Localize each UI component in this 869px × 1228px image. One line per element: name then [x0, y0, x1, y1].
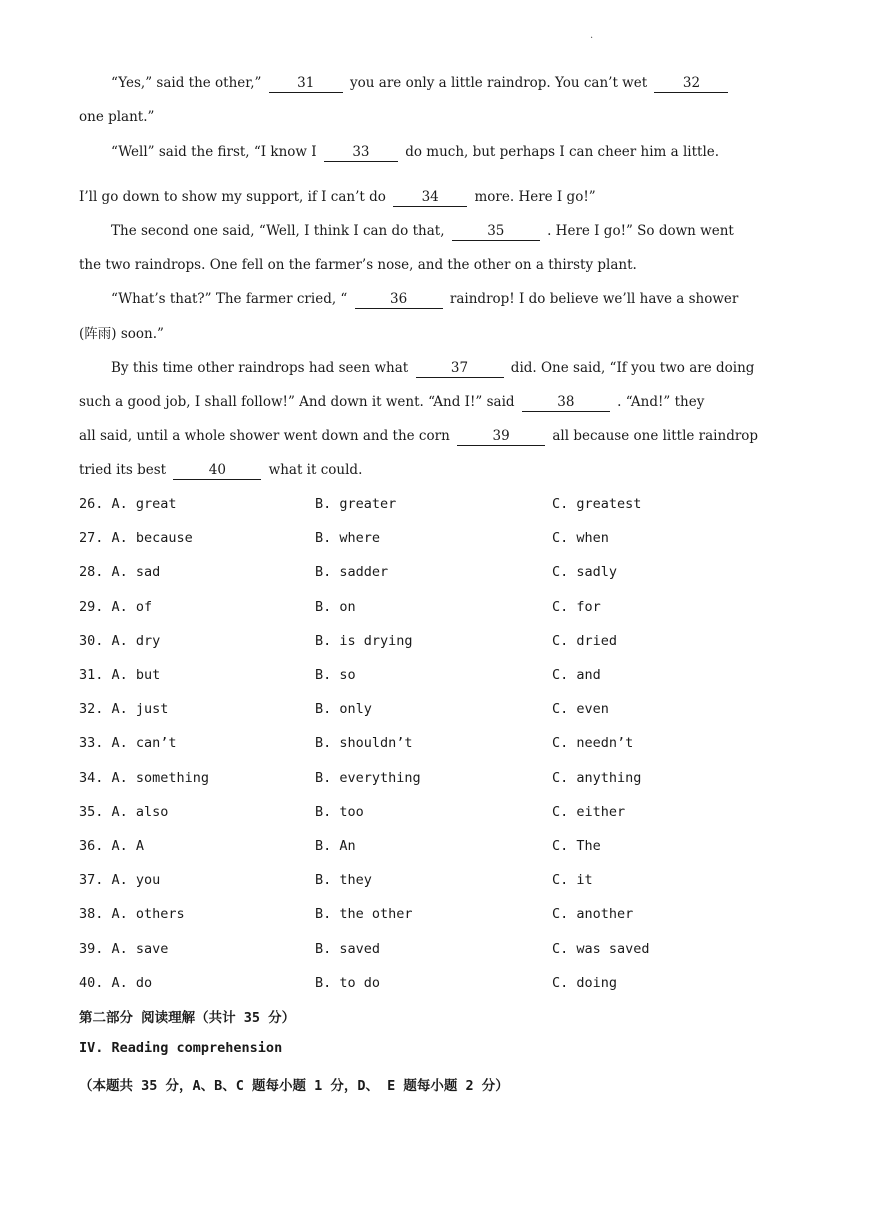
passage-line: By this time other raindrops had seen what 37 did. One said, “If you two are doing	[111, 360, 755, 376]
option-b: B. shouldn’t	[315, 735, 413, 752]
passage-line: all said, until a whole shower went down and the corn 39 all because one little raindrop	[79, 428, 759, 444]
option-b: B. saved	[315, 940, 381, 957]
option-c: C. another	[552, 906, 634, 923]
blank-35: 35	[452, 223, 540, 241]
option-c: C. it	[552, 872, 593, 889]
option-b: B. only	[315, 701, 372, 718]
option-b: B. so	[315, 667, 356, 683]
page-mark: .	[590, 30, 594, 41]
option-a: 38. A. others	[79, 906, 185, 923]
passage-line: (阵雨) soon.”	[79, 326, 164, 342]
option-a: 28. A. sad	[79, 564, 161, 581]
option-a: 36. A. A	[79, 838, 145, 854]
blank-36: 36	[355, 291, 443, 309]
passage-line: “Yes,” said the other,” 31 you are only a little raindrop. You can’t wet 32	[79, 73, 791, 93]
option-b: B. they	[315, 872, 372, 889]
option-c: C. dried	[552, 632, 618, 649]
option-a: 39. A. save	[79, 940, 169, 957]
option-b: B. too	[315, 803, 364, 820]
passage-line: one plant.”	[79, 109, 155, 125]
option-b: B. on	[315, 598, 356, 615]
option-b: B. sadder	[315, 564, 389, 581]
part-title: 第二部分 阅读理解（共计 35 分）	[79, 1010, 296, 1026]
blank-31: 31	[269, 75, 343, 93]
option-c: C. The	[552, 838, 601, 854]
blank-32: 32	[654, 75, 728, 93]
blank-34: 34	[393, 189, 467, 207]
option-c: C. doing	[552, 974, 618, 991]
option-b: B. An	[315, 838, 356, 854]
blank-40: 40	[173, 462, 261, 480]
passage-line: such a good job, I shall follow!” And down it went. “And I!” said 38 . “And!” they	[79, 394, 705, 410]
option-c: C. and	[552, 667, 601, 683]
blank-38: 38	[522, 394, 610, 412]
passage-line: tried its best 40 what it could.	[79, 462, 363, 478]
option-a: 29. A. of	[79, 598, 153, 615]
option-a: 31. A. but	[79, 667, 161, 683]
option-c: C. for	[552, 598, 601, 615]
section-instructions: （本题共 35 分，A、B、C 题每小题 1 分，D、 E 题每小题 2 分）	[79, 1078, 509, 1094]
option-b: B. to do	[315, 974, 381, 991]
blank-39: 39	[457, 428, 545, 446]
blank-37: 37	[416, 360, 504, 378]
option-c: C. when	[552, 530, 609, 547]
option-a: 34. A. something	[79, 769, 210, 786]
passage-line: “Well” said the first, “I know I 33 do much, but perhaps I can cheer him a little.	[111, 144, 720, 160]
option-c: C. anything	[552, 769, 642, 786]
option-a: 35. A. also	[79, 803, 169, 820]
option-c: C. was saved	[552, 940, 650, 957]
option-b: B. is drying	[315, 632, 413, 649]
option-a: 33. A. can’t	[79, 735, 177, 752]
passage-line: I’ll go down to show my support, if I can’t do 34 more. Here I go!”	[79, 189, 596, 205]
option-a: 40. A. do	[79, 974, 153, 991]
option-b: B. greater	[315, 496, 397, 512]
option-c: C. either	[552, 803, 626, 820]
option-c: C. even	[552, 701, 609, 718]
passage-line: “What’s that?” The farmer cried, “ 36 raindrop! I do believe we’ll have a shower	[111, 291, 739, 307]
option-a: 26. A. great	[79, 496, 177, 512]
passage-line: the two raindrops. One fell on the farmer’s nose, and the other on a thirsty plant.	[79, 257, 637, 273]
reading-title: IV. Reading comprehension	[79, 1040, 283, 1056]
option-b: B. the other	[315, 906, 413, 923]
option-c: C. greatest	[552, 496, 642, 512]
option-a: 27. A. because	[79, 530, 193, 547]
option-c: C. sadly	[552, 564, 618, 581]
option-b: B. where	[315, 530, 381, 547]
option-a: 37. A. you	[79, 872, 161, 889]
option-c: C. needn’t	[552, 735, 634, 752]
passage-line: The second one said, “Well, I think I can do that, 35 . Here I go!” So down went	[111, 223, 734, 239]
option-b: B. everything	[315, 769, 421, 786]
option-a: 30. A. dry	[79, 632, 161, 649]
blank-33: 33	[324, 144, 398, 162]
option-a: 32. A. just	[79, 701, 169, 718]
